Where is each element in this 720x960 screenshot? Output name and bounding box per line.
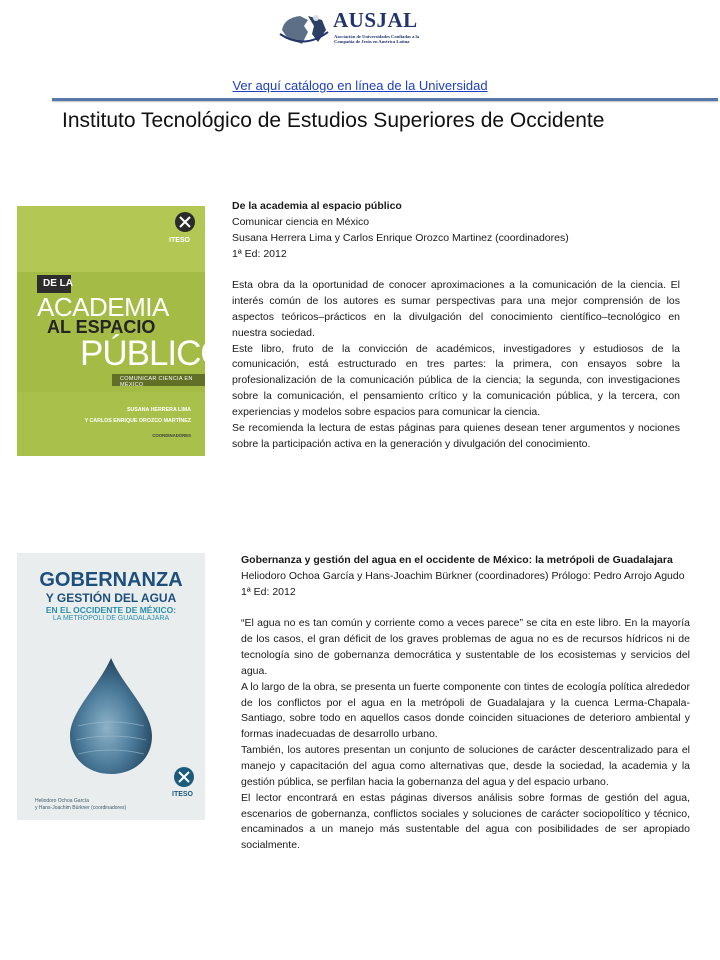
book-paragraph: A lo largo de la obra, se presenta un fuerte componente con tintes de ecología política alrededor de los conflictos por el agua en la metrópoli de Guadalajara y la cuenca Lerma-Chapala-Santiago, sobre todo en aquellos casos donde coinciden situaciones de deterioro ambiental y formas inadecuadas de desarrollo urbano. [241,680,690,741]
iteso-logo-icon [173,766,195,788]
book-edition: 1ª Ed: 2012 [232,247,287,260]
book-title: De la academia al espacio público [232,200,402,212]
book-authors: Susana Herrera Lima y Carlos Enrique Orozco Martinez (coordinadores) [232,231,569,244]
institution-title: Instituto Tecnológico de Estudios Superiores de Occidente [62,109,605,132]
header-divider [52,98,718,101]
cover-line-2: Y GESTIÓN DEL AGUA [45,591,177,605]
cover-authors [35,798,165,812]
water-drop-icon [68,656,154,776]
book-title: Gobernanza y gestión del agua en el occidente de México: la metrópoli de Guadalajara [241,554,673,566]
cover-line-3: AL ESPACIO [47,317,156,337]
cover-line-4: PÚBLICO [80,334,227,373]
book-paragraph: También, los autores presentan un conjunto de soluciones de carácter descentralizado para el manejo y capacitación del agua como alternativas que, desde la sociedad, la academia y la gestión pública, se perfilan hacia la gobernanza del agua y del espacio urbano. [241,744,690,788]
book-paragraph: “El agua no es tan común y corriente como a veces parece” se cita en este libro. En la mayoría de los casos, el gran déficit de los graves problemas de agua no es de recursos hídricos ni de tecnología sino de gobernanza democrática y sustentable de los ecosistemas y servicios del agua. [241,617,690,677]
cover-line-2: ACADEMIA [37,292,169,322]
cover-publisher: ITESO [169,237,191,244]
cover-subtitle: COMUNICAR CIENCIA EN MÉXICO [120,376,193,388]
cover-author-1: Heliodoro Ochoa García [35,798,89,804]
cover-line-3: EN EL OCCIDENTE DE MÉXICO: [45,605,177,615]
cover-line-4: LA METRÓPOLI DE GUADALAJARA [52,615,170,622]
iteso-logo-icon [174,211,196,233]
book-paragraph: Este libro, fruto de la convicción de académicos, investigadores y estudiosos de la comunicación, está estructurado en tres partes: la primera, con ensayos sobre la profesionalización de la comunicación pública de la ciencia; la segunda, con investigaciones sobre la comunicación, el pensamiento crítico y la comunicación pública, y la tercera, con experiencias y modelos sobre espacios para comunicar la ciencia. [232,342,680,418]
cover-line-1: DE LA [43,278,73,289]
book-1-description [232,199,680,453]
book-paragraph: Se recomienda la lectura de estas páginas para quienes desean tener argumentos y nociones sobre la participación activa en la generación y divulgación del conocimiento. [232,421,680,450]
book-cover-1[interactable] [17,206,227,456]
globe-map-icon [278,10,330,50]
ausjal-logo [278,8,428,54]
cover-author-2: y Hans-Joachim Bürkner (coordinadores) [35,805,127,811]
book-2-description [241,553,690,854]
cover-author-3: COORDINADORES [152,433,191,438]
cover-line-1: GOBERNANZA [39,569,183,591]
cover-author-1: SUSANA HERRERA LIMA [126,407,191,413]
cover-author-2: Y CARLOS ENRIQUE OROZCO MARTÍNEZ [84,418,191,424]
book-paragraph: El lector encontrará en estas páginas diversos análisis sobre formas de gestión del agua, escenarios de gobernanza, conflictos sociales y soluciones de carácter sociopolítico y técnico, encaminados a un manejo más sustentable del agua con posibilidades de ser apropiado socialmente. [241,791,690,852]
logo-subtitle: Asociación de Universidades Confiadas a la Compañía de Jesús en América Latina [334,34,420,45]
book-paragraph: Esta obra da la oportunidad de conocer aproximaciones a la comunicación de la ciencia. El interés común de los autores es sumar perspectivas para una mejor comprensión de los aspectos teóricos–prácticos en la divulgación del conocimiento científico–tecnológico en nuestra sociedad. [232,279,680,339]
catalog-link[interactable]: Ver aquí catálogo en línea de la Universidad [232,78,488,93]
logo-title: AUSJAL [333,8,418,32]
book-subtitle: Comunicar ciencia en México [232,215,370,228]
book-authors: Heliodoro Ochoa García y Hans-Joachim Bürkner (coordinadores) Prólogo: Pedro Arrojo Agudo [241,569,685,582]
book-cover-2[interactable] [17,553,205,820]
cover-publisher: ITESO [172,791,194,798]
book-edition: 1ª Ed: 2012 [241,585,296,598]
